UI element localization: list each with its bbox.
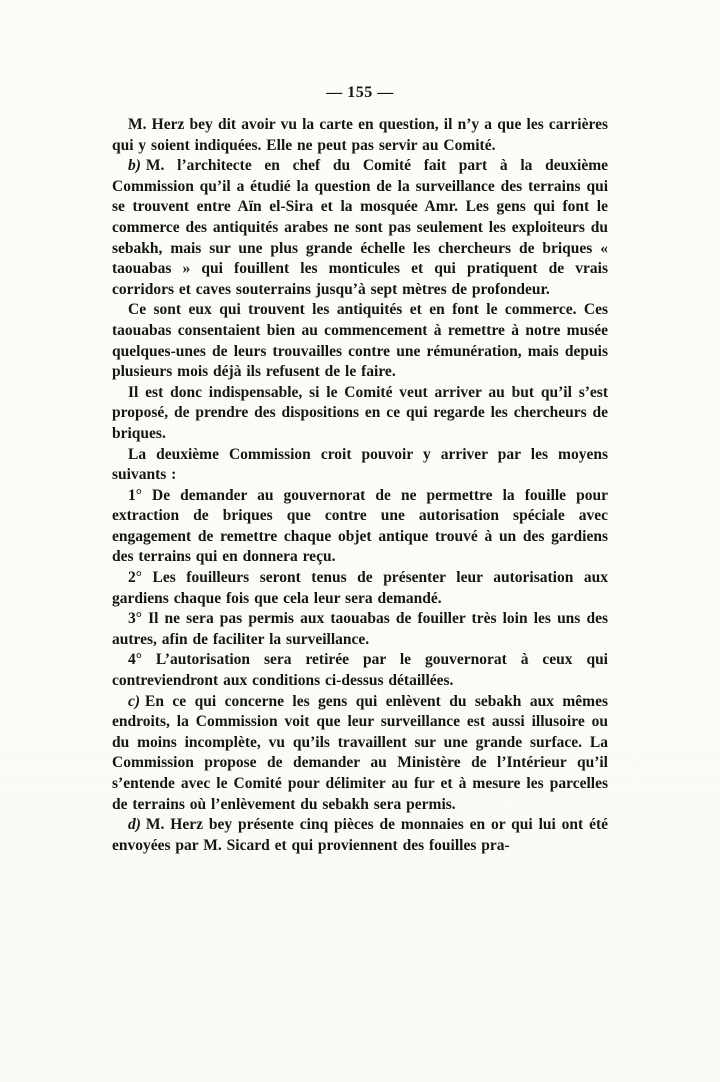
paragraph-text: 2° Les fouilleurs seront tenus de présenter leur autorisation aux gardiens chaque fois que cela leur sera demandé. — [112, 569, 608, 607]
paragraph — [112, 692, 608, 816]
paragraph-text: M. Herz bey présente cinq pièces de monnaies en or qui lui ont été envoyées par M. Sicard et qui proviennent des fouilles pra- — [112, 816, 608, 854]
page-number: — 155 — — [326, 84, 394, 101]
paragraph — [112, 156, 608, 300]
paragraph-text: 1° De demander au gouvernorat de ne permettre la fouille pour extraction de briques que contre une autorisation spéciale avec engagement de remettre chaque objet antique trouvé à un des gardiens des terrains qui en donnera reçu. — [112, 486, 608, 566]
paragraph-lead: c) — [128, 692, 141, 710]
paragraph-numbered-item — [112, 609, 608, 650]
paragraph-text: M. l’architecte en chef du Comité fait part à la deuxième Commission qu’il a étudié la question de la surveillance des terrains qui se trouvent entre Aïn el-Sira et la mosquée Amr. Les gens qui font le commerce des antiquités arabes ne sont pas seulement les exploiteurs du sebakh, mais sur une plus grande échelle les chercheurs de briques « taouabas » qui fouillent les monticules et qui pratiquent de vrais corridors et caves souterrains jusqu’à sept mètres de profondeur. — [112, 157, 608, 298]
paragraph — [112, 815, 608, 856]
paragraph — [112, 383, 608, 445]
paragraph-text: La deuxième Commission croit pouvoir y arriver par les moyens suivants : — [112, 445, 608, 484]
paragraph-numbered-item — [112, 568, 608, 609]
paragraph-text: M. Herz bey dit avoir vu la carte en question, il n’y a que les carrières qui y soient indiquées. Elle ne peut pas servir au Comité. — [112, 116, 608, 154]
paragraph — [112, 300, 608, 382]
page-body-text — [112, 115, 608, 856]
paragraph-text: 4° L’autorisation sera retirée par le gouvernorat à ceux qui contreviendront aux conditions ci-dessus détaillées. — [112, 651, 608, 690]
paragraph-lead: d) — [128, 816, 141, 834]
paragraph-text: Il est donc indispensable, si le Comité veut arriver au but qu’il s’est proposé, de prendre des dispositions en ce qui regarde les chercheurs de briques. — [112, 383, 608, 442]
paragraph-lead: b) — [128, 157, 141, 175]
paragraph-text: 3° Il ne sera pas permis aux taouabas de fouiller très loin les uns des autres, afin de faciliter la surveillance. — [112, 610, 608, 648]
paragraph — [112, 115, 608, 156]
paragraph-numbered-item — [112, 486, 608, 568]
paragraph-numbered-item — [112, 650, 608, 691]
paragraph-text: En ce qui concerne les gens qui enlèvent du sebakh aux mêmes endroits, la Commission voit que leur surveillance est aussi illusoire ou du moins incomplète, vu qu’ils travaillent sur une grande surface. La Commission propose de demander au Ministère de l’Intérieur qu’il s’entende avec le Comité pour délimiter au fur et à mesure les parcelles de terrains où l’enlèvement du sebakh sera permis. — [112, 692, 608, 813]
paragraph — [112, 445, 608, 486]
paragraph-text: Ce sont eux qui trouvent les antiquités et en font le commerce. Ces taouabas consentaient bien au commencement à remettre à notre musée quelques-unes de leurs trouvailles contre une rémunération, mais depuis plusieurs mois déjà ils refusent de le faire. — [112, 301, 608, 381]
